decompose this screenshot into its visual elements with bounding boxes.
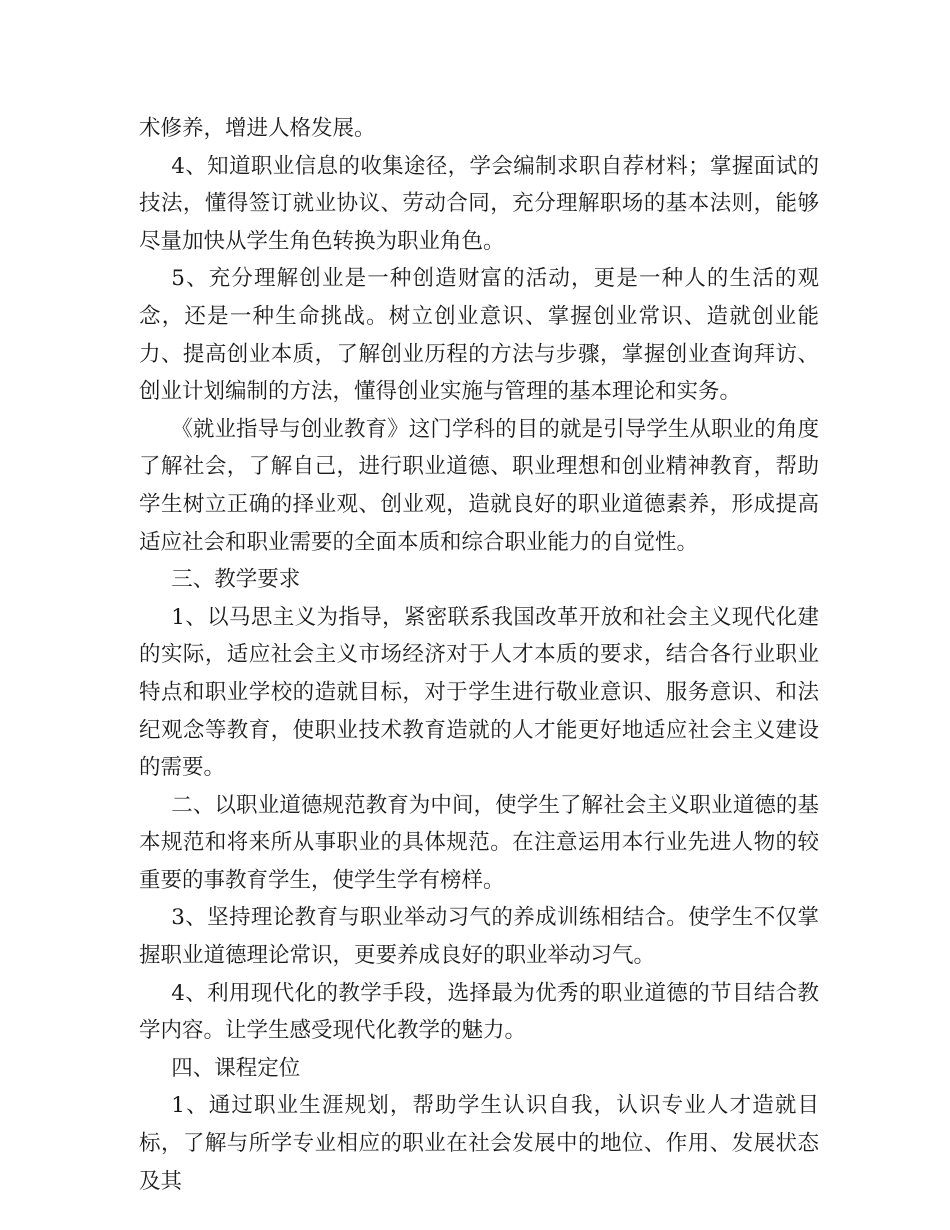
paragraph-4: 《就业指导与创业教育》这门学科的目的就是引导学生从职业的角度了解社会，了解自己，进行职业道德、职业理想和创业精神教育，帮助学生树立正确的择业观、创业观，造就良好的职业道德素养，形成提高适应社会和职业需要的全面本质和综合职业能力的自觉性。 — [139, 416, 819, 555]
paragraph-7: 3、坚持理论教育与职业举动习气的养成训练相结合。使学生不仅掌握职业道德理论常识，更要养成良好的职业举动习气。 — [139, 905, 819, 969]
paragraph-3: 5、充分理解创业是一种创造财富的活动，更是一种人的生活的观念，还是一种生命挑战。树立创业意识、掌握创业常识、造就创业能力、提高创业本质，了解创业历程的方法与步骤，掌握创业查询拜访、创业计划编制的方法，懂得创业实施与管理的基本理论和实务。 — [139, 266, 819, 405]
paragraph-5: 1、以马思主义为指导，紧密联系我国改革开放和社会主义现代化建的实际，适应社会主义市场经济对于人才本质的要求，结合各行业职业特点和职业学校的造就目标，对于学生进行敬业意识、服务意识、和法纪观念等教育，使职业技术教育造就的人才能更好地适应社会主义建设的需要。 — [139, 604, 819, 781]
paragraph-9: 1、通过职业生涯规划，帮助学生认识自我，认识专业人才造就目标，了解与所学专业相应的职业在社会发展中的地位、作用、发展状态及其 — [139, 1093, 819, 1194]
paragraph-1: 术修养，增进人格发展。 — [139, 116, 376, 141]
paragraph-8: 4、利用现代化的教学手段，选择最为优秀的职业道德的节目结合教学内容。让学生感受现代化教学的魅力。 — [139, 980, 819, 1044]
paragraph-6: 二、以职业道德规范教育为中间，使学生了解社会主义职业道德的基本规范和将来所从事职业的具体规范。在注意运用本行业先进人物的较重要的事教育学生，使学生学有榜样。 — [139, 792, 819, 893]
document-body — [139, 110, 819, 1200]
section-heading-course-positioning: 四、课程定位 — [171, 1055, 301, 1081]
section-heading-teaching-requirements: 三、教学要求 — [171, 567, 301, 593]
paragraph-2: 4、知道职业信息的收集途径，学会编制求职自荐材料；掌握面试的技法，懂得签订就业协议、劳动合同，充分理解职场的基本法则，能够尽量加快从学生角色转换为职业角色。 — [139, 153, 819, 254]
